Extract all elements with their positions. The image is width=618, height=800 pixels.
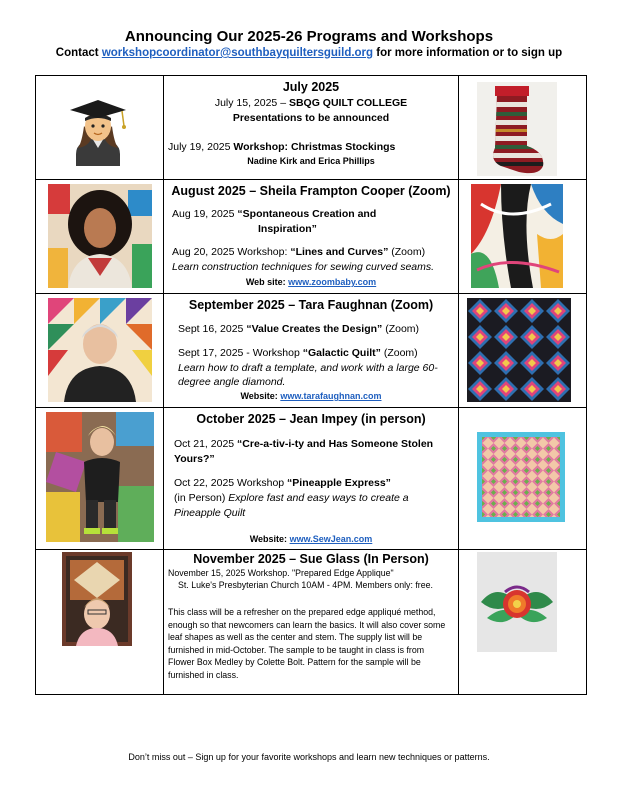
september-workshop-mode: (Zoom) [383,347,418,359]
july-info-cell [164,76,459,180]
august-workshop-desc: Learn construction techniques for sewing curved seams. [172,261,435,273]
september-website-link[interactable]: www.tarafaughnan.com [280,391,382,401]
september-talk-line [178,323,452,335]
november-workshop-line: November 15, 2025 Workshop. "Prepared Edge Applique" [168,568,394,578]
october-website-link[interactable]: www.SewJean.com [289,534,373,544]
contact-suffix: for more information or to sign up [376,47,563,59]
september-workshop-title: “Galactic Quilt” [302,347,381,359]
program-row-august [36,180,587,294]
september-talk-title: “Value Creates the Design” [246,323,383,335]
august-website-line [164,277,458,287]
august-website-link[interactable]: www.zoombaby.com [288,277,377,287]
september-talk-date: Sept 16, 2025 [178,323,244,335]
november-desc-line-5: Flower Box Medley by Colette Bolt. Pattern for the sample will be [168,657,421,667]
contact-prefix: Contact [55,47,99,59]
christmas-stocking-image [477,82,557,176]
september-workshop-date: Sept 17, 2025 - Workshop [178,347,300,359]
september-workshop-desc-1: Learn how to draft a template, and work with a large 60- [178,362,438,374]
august-workshop-date: Aug 20, 2025 Workshop: [172,246,288,258]
november-description [168,606,445,681]
program-row-july [36,76,587,180]
november-desc-line-2: enough so that newcomers can learn the basics. It will also cover some [168,619,446,630]
july-heading: July 2025 [282,80,340,94]
october-talk-title-1: “Cre-a-tiv-i-ty and Has Someone Stolen [237,438,434,450]
october-website-label: Website: [249,534,288,544]
program-row-november [36,550,587,695]
august-workshop-title: “Lines and Curves” [290,246,389,258]
september-info-cell [164,294,459,408]
october-workshop-desc-1: Explore fast and easy ways to create a [228,492,409,504]
october-workshop-desc-line [174,492,452,504]
july-right-cell [459,76,587,180]
october-workshop-mode: (in Person) [174,492,226,504]
august-talk-date: Aug 19, 2025 [172,208,235,220]
september-workshop-line [178,347,452,359]
november-left-cell [36,550,164,695]
october-info-cell [164,408,459,550]
october-workshop-desc-2: Pineapple Quilt [174,507,246,519]
september-left-cell [36,294,164,408]
october-workshop-line [174,477,452,489]
october-right-cell [459,408,587,550]
august-talk-line [172,208,452,220]
jean-portrait-image [46,412,154,542]
august-info-cell [164,180,459,294]
july-workshop-date: July 19, 2025 [168,141,231,153]
november-desc-line-4: furnished in mid-October. The sample to be taught in class is from [168,644,425,655]
august-workshop-mode: (Zoom) [391,246,426,258]
october-talk-line [174,438,452,450]
august-website-label: Web site: [245,277,286,287]
august-talk-title-1: “Spontaneous Creation and [237,208,377,220]
october-heading: October 2025 – Jean Impey (in person) [196,412,426,426]
july-college-date: July 15, 2025 – [214,97,287,109]
program-row-september [36,294,587,408]
august-workshop-line [172,246,452,258]
tara-portrait-image [48,298,152,402]
november-desc-line-1: This class will be a refresher on the prepared edge appliqué method, [168,607,436,617]
galactic-quilt-image [467,298,571,402]
july-instructors: Nadine Kirk and Erica Phillips [247,156,375,166]
october-workshop-title: “Pineapple Express” [287,477,391,489]
september-workshop-desc-2: degree angle diamond. [178,376,286,388]
july-left-cell [36,76,164,180]
october-talk-title-2: Yours?” [174,453,215,465]
october-workshop-date: Oct 22, 2025 Workshop [174,477,285,489]
august-talk-title-2: Inspiration” [258,223,317,235]
september-website-line [164,391,458,401]
august-right-cell [459,180,587,294]
november-heading: November 2025 – Sue Glass (In Person) [193,552,429,566]
applique-flower-image [477,552,557,652]
lines-and-curves-quilt-image [471,184,563,288]
september-website-label: Website: [240,391,278,401]
august-heading: August 2025 – Sheila Frampton Cooper (Zoom) [171,184,451,198]
graduate-emoji-icon [64,96,132,166]
september-right-cell [459,294,587,408]
sue-portrait-image [62,552,132,646]
august-left-cell [36,180,164,294]
program-table [35,75,587,695]
november-right-cell [459,550,587,695]
november-desc-line-6: furnished in class. [168,669,239,680]
sheila-portrait-image [48,184,152,288]
july-workshop-line [168,141,395,153]
september-talk-mode: (Zoom) [385,323,420,335]
july-college-title: SBQG QUILT COLLEGE [288,97,408,109]
november-location-line: St. Luke's Presbyterian Church 10AM - 4PM. Members only: free. [178,580,433,590]
july-college-line [164,97,458,109]
october-talk-date: Oct 21, 2025 [174,438,235,450]
pineapple-quilt-image [477,432,565,522]
page-title: Announcing Our 2025-26 Programs and Workshops [124,28,494,45]
november-desc-line-3: leaf shapes as well as the center and stem. The supply list will be [168,632,423,642]
october-left-cell [36,408,164,550]
footer-note: Don’t miss out – Sign up for your favorite workshops and learn new techniques or patterns. [128,752,490,762]
contact-line [0,47,618,59]
july-presentations: Presentations to be announced [232,112,390,124]
contact-email-link[interactable]: workshopcoordinator@southbayquiltersguild.org [101,47,374,59]
september-heading: September 2025 – Tara Faughnan (Zoom) [188,298,434,312]
november-info-cell [164,550,459,695]
october-website-line [164,534,458,544]
program-row-october [36,408,587,550]
july-workshop-title: Workshop: Christmas Stockings [233,141,396,153]
